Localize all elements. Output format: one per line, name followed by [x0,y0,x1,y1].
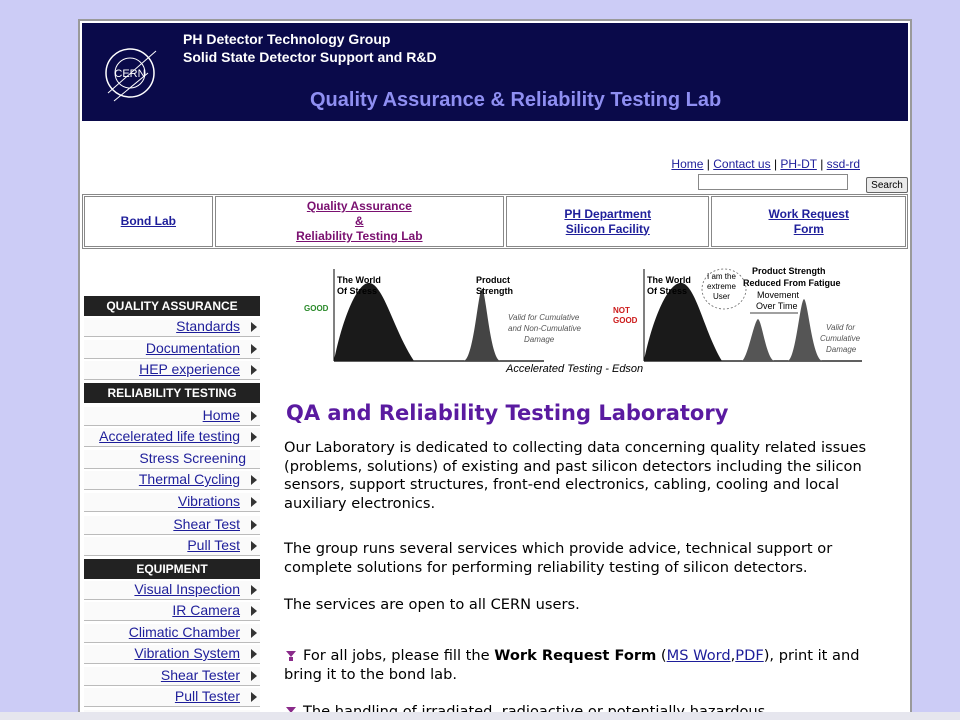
nav-ph-line1: PH Department [564,206,652,221]
svg-text:GOOD: GOOD [304,304,329,313]
svg-text:Of Stress: Of Stress [337,286,378,296]
bottom-bar [0,712,960,720]
arrow-right-icon [251,344,257,354]
separator: | [816,157,827,171]
svg-text:Reduced From Fatigue: Reduced From Fatigue [743,278,841,288]
bullet-text: For all jobs, please fill the [303,647,495,664]
nav-ph-department[interactable] [506,196,710,247]
arrow-right-icon [251,365,257,375]
separator: | [703,157,714,171]
ms-word-link[interactable]: MS Word [666,647,731,664]
svg-text:User: User [713,292,730,301]
sidebar-item-shear-test[interactable] [84,516,260,535]
ssdrd-link[interactable]: ssd-rd [826,157,860,171]
arrow-right-icon [251,628,257,638]
svg-text:Product Strength: Product Strength [752,266,826,276]
sidebar-section-equipment: EQUIPMENT [84,559,260,579]
nav-table [82,194,908,249]
sidebar-item-thermal-cycling[interactable] [84,471,260,490]
svg-text:The World: The World [647,275,691,285]
svg-text:Strength: Strength [476,286,513,296]
nav-qa-line3: Reliability Testing Lab [296,229,423,243]
nav-bond-lab[interactable]: Bond Lab [84,196,213,247]
strength-curve [464,289,500,361]
home-link[interactable]: Home [671,157,704,171]
arrow-right-icon [251,411,257,421]
arrow-right-icon [251,671,257,681]
svg-text:Cumulative: Cumulative [820,334,861,343]
lab-title: Quality Assurance & Reliability Testing Lab [310,89,722,111]
svg-text:extreme: extreme [707,282,736,291]
sidebar-item-label: Stress Screening [139,449,246,466]
nav-qa-line2: & [354,214,364,228]
svg-text:Movement: Movement [757,290,800,300]
sidebar-item-label: IR Camera [172,602,240,618]
sidebar-item-label: Shear Tester [160,666,240,683]
sidebar-item-documentation[interactable] [84,340,260,359]
sidebar-item-label: Vibrations [177,492,240,509]
svg-text:Valid for Cumulative: Valid for Cumulative [508,313,580,322]
separator: | [770,157,781,171]
arrow-right-icon [251,541,257,551]
sidebar-item-label: HEP experience [139,361,240,377]
sidebar-section-reliability-testing: RELIABILITY TESTING [84,383,260,403]
nav-qa-lab[interactable] [215,196,504,247]
sidebar-item-stress-screening[interactable] [84,450,260,469]
top-links [671,157,860,171]
sidebar-section-quality-assurance: QUALITY ASSURANCE [84,296,260,316]
page-title: QA and Reliability Testing Laboratory [286,401,729,425]
sidebar-item-vibration-system[interactable] [84,645,260,664]
arrow-right-icon [251,520,257,530]
sidebar-item-visual-inspection[interactable] [84,581,260,600]
sidebar-item-pull-test[interactable] [84,537,260,556]
sidebar-item-standards[interactable] [84,318,260,337]
header-banner [82,23,908,121]
arrow-right-icon [251,649,257,659]
nav-ph-line2: Silicon Facility [565,221,650,236]
illustration-caption: Accelerated Testing - Edson [506,363,644,375]
sidebar-item-accelerated-life-testing[interactable] [84,428,260,447]
reduced-strength-curve [742,319,774,361]
arrow-right-icon [251,585,257,595]
svg-text:Damage: Damage [524,335,555,344]
svg-text:The World: The World [337,275,381,285]
sidebar-item-label: Pull Test [187,537,240,553]
nav-work-line2: Form [793,221,824,236]
svg-text:Over Time: Over Time [756,301,798,311]
sidebar-item-ir-camera[interactable] [84,602,260,621]
intro-paragraph: Our Laboratory is dedicated to collecting data concerning quality related issues (problems, solutions) of existing and past silicon detectors including the silicon sensors, support structures, front-end electronics, cabling, cooling and local auxiliary electronics. [284,439,867,512]
arrow-right-icon [251,497,257,507]
sidebar-item-label: Thermal Cycling [138,471,240,487]
work-request-form-text: Work Request Form [494,647,657,664]
svg-text:GOOD: GOOD [613,316,638,325]
svg-text:Valid for: Valid for [826,323,856,332]
page-frame [78,19,912,720]
sidebar-item-label: Vibration System [134,645,240,661]
sidebar-item-label: Climatic Chamber [128,623,240,640]
sidebar-item-label: Pull Tester [174,688,240,704]
sidebar-item-hep-experience[interactable] [84,361,260,380]
sidebar-item-climatic-chamber[interactable] [84,624,260,643]
sidebar-item-label: Documentation [145,339,240,356]
search-button[interactable]: Search [866,177,908,193]
arrow-right-icon [251,432,257,442]
nav-work-line1: Work Request [768,206,849,221]
svg-text:Damage: Damage [826,345,857,354]
sidebar-item-pull-tester[interactable] [84,688,260,707]
nav-work-request[interactable] [711,196,906,247]
services-paragraph: The group runs several services which provide advice, technical support or complete solutions for performing reliability testing of silicon detectors. [284,540,833,576]
arrow-right-icon [251,692,257,702]
sidebar-item-label: Visual Inspection [134,580,240,597]
sidebar [84,296,260,720]
work-request-bullet: For all jobs, please fill the Work Request Form (MS Word,PDF), print it and bring it to the bond lab. [284,647,860,683]
pdf-link[interactable]: PDF [735,647,764,664]
sidebar-item-label: Shear Test [173,515,240,532]
open-services-paragraph: The services are open to all CERN users. [284,596,580,613]
org-line2: Solid State Detector Support and R&D [183,49,437,65]
arrow-right-icon [251,322,257,332]
svg-text:and Non-Cumulative: and Non-Cumulative [508,324,581,333]
sidebar-item-vibrations[interactable] [84,493,260,512]
contact-link[interactable]: Contact us [713,157,771,171]
accelerated-testing-illustration [302,261,872,377]
svg-text:Of Stress: Of Stress [647,286,688,296]
sidebar-item-label: Accelerated life testing [99,428,240,444]
sidebar-item-shear-tester[interactable] [84,667,260,686]
phdt-link[interactable]: PH-DT [780,157,817,171]
sidebar-item-label: Home [202,406,240,423]
sidebar-item-home[interactable] [84,407,260,426]
cern-logo [100,43,164,107]
search-input[interactable] [698,174,848,190]
svg-text:Product: Product [476,275,511,285]
org-line1: PH Detector Technology Group [183,31,391,47]
sidebar-item-label: Standards [176,318,240,334]
svg-text:I am the: I am the [707,272,736,281]
arrow-right-icon [251,606,257,616]
nav-qa-line1: Quality Assurance [306,199,412,213]
arrow-right-icon [251,475,257,485]
logo-text: CERN [114,68,146,80]
svg-text:NOT: NOT [613,306,630,315]
